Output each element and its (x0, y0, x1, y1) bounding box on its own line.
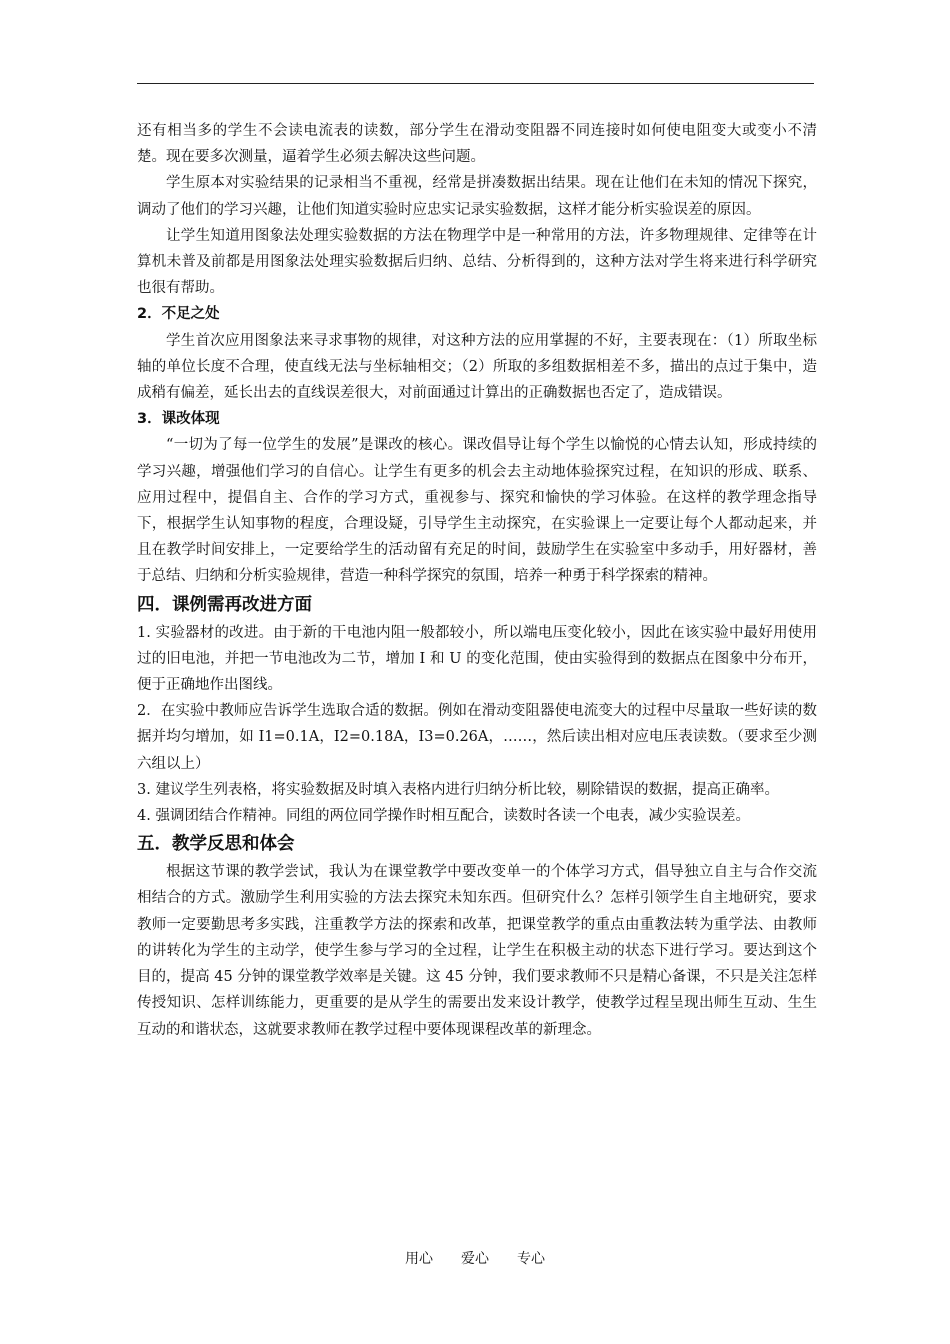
paragraph: 根据这节课的教学尝试，我认为在课堂教学中要改变单一的个体学习方式，倡导独立自主与合作交流相结合的方式。激励学生利用实验的方法去探究未知东西。但研究什么？怎样引领学生自主地研究，要求教师一定要勤思考多实践，注重教学方法的探索和改革，把课堂教学的重点由重教法转为重学法、由教师的讲转化为学生的主动学，使学生参与学习的全过程，让学生在积极主动的状态下进行学习。要达到这个目的，提高 45 分钟的课堂教学效率是关键。这 45 分钟，我们要求教师不只是精心备课，不只是关注怎样传授知识、怎样训练能力，更重要的是从学生的需要出发来设计教学，使教学过程呈现出师生互动、生生互动的和谐状态，这就要求教师在教学过程中要体现课程改革的新理念。 (137, 864, 817, 1038)
list-item: 1. 实验器材的改进。由于新的干电池内阻一般都较小，所以端电压变化较小，因此在该实验中最好用使用过的旧电池，并把一节电池改为二节，增加 I 和 U 的变化范围，使由实验得到的数据点在图象中分布开，便于正确地作出图线。 (137, 624, 817, 694)
list-item: 3. 建议学生列表格，将实验数据及时填入表格内进行归纳分析比较，剔除错误的数据，提高正确率。 (137, 781, 779, 798)
document-body (137, 118, 817, 1043)
header-rule (137, 83, 814, 84)
list-item: 2．在实验中教师应告诉学生选取合适的数据。例如在滑动变阻器使电流变大的过程中尽量取一些好读的数据并均匀增加，如 I1=0.1A，I2=0.18A，I3=0.26A，……，然后读出相对应电压表读数。（要求至少测六组以上） (137, 703, 817, 772)
paragraph: 学生首次应用图象法来寻求事物的规律，对这种方法的应用掌握的不好，主要表现在：（1）所取坐标轴的单位长度不合理，使直线无法与坐标轴相交；（2）所取的多组数据相差不多，描出的点过于集中，造成稍有偏差，延长出去的直线误差很大，对前面通过计算出的正确数据也否定了，造成错误。 (137, 332, 817, 402)
paragraph: 让学生知道用图象法处理实验数据的方法在物理学中是一种常用的方法，许多物理规律、定律等在计算机未普及前都是用图象法处理实验数据后归纳、总结、分析得到的，这种方法对学生将来进行科学研究也很有帮助。 (137, 227, 817, 297)
section-heading-improvement: 四．课例需再改进方面 (137, 594, 312, 615)
paragraph: “一切为了每一位学生的发展”是课改的核心。课改倡导让每个学生以愉悦的心情去认知，形成持续的学习兴趣，增强他们学习的自信心。让学生有更多的机会去主动地体验探究过程，在知识的形成、联系、应用过程中，提倡自主、合作的学习方式，重视参与、探究和愉快的学习体验。在这样的教学理念指导下，根据学生认知事物的程度，合理设疑，引导学生主动探究，在实验课上一定要让每个人都动起来，并且在教学时间安排上，一定要给学生的活动留有充足的时间，鼓励学生在实验室中多动手，用好器材，善于总结、归纳和分析实验规律，营造一种科学探究的氛围，培养一种勇于科学探索的精神。 (137, 437, 817, 585)
paragraph: 还有相当多的学生不会读电流表的读数，部分学生在滑动变阻器不同连接时如何使电阻变大或变小不清楚。现在要多次测量，逼着学生必须去解决这些问题。 (137, 123, 817, 166)
section-heading-reflection: 五．教学反思和体会 (137, 834, 295, 855)
list-item: 4. 强调团结合作精神。同组的两位同学操作时相互配合，读数时各读一个电表，减少实验误差。 (137, 808, 750, 825)
section-heading-reform: 3．课改体现 (137, 411, 220, 428)
paragraph: 学生原本对实验结果的记录相当不重视，经常是拼凑数据出结果。现在让他们在未知的情况下探究，调动了他们的学习兴趣，让他们知道实验时应忠实记录实验数据，这样才能分析实验误差的原因。 (137, 175, 817, 218)
section-heading-deficiency: 2．不足之处 (137, 306, 220, 323)
page-footer: 用心 爱心 专心 (405, 1251, 545, 1267)
